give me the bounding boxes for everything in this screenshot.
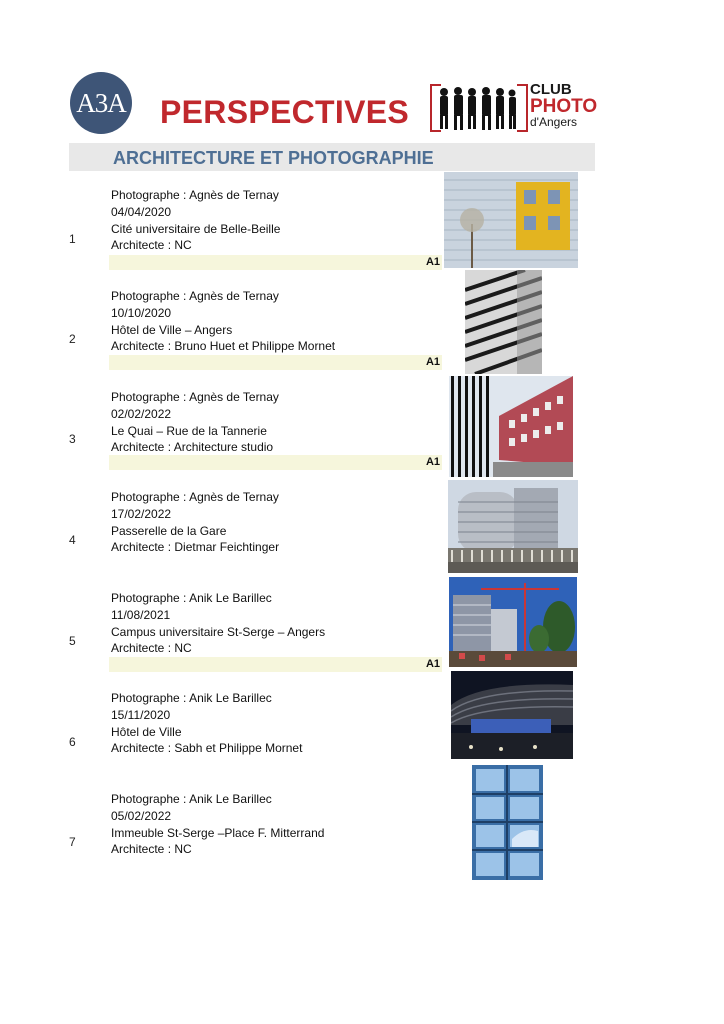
subtitle: ARCHITECTURE ET PHOTOGRAPHIE xyxy=(113,148,434,168)
entry-date: 11/08/2021 xyxy=(111,607,171,622)
club-logo-line3: d'Angers xyxy=(530,115,577,129)
entry-number: 5 xyxy=(69,634,76,648)
photographers-silhouette-icon xyxy=(434,86,520,130)
photo-hotel-de-ville-night xyxy=(451,671,573,759)
entry-details xyxy=(111,288,335,355)
entry-date: 17/02/2022 xyxy=(111,506,172,521)
entry-details xyxy=(111,590,325,657)
entry-number: 1 xyxy=(69,232,76,246)
logo-text: A3A xyxy=(76,87,126,118)
entry-architect: Architecte : Sabh et Philippe Mornet xyxy=(111,741,303,756)
entry-date: 05/02/2022 xyxy=(111,808,172,823)
club-logo-line1: CLUB xyxy=(530,81,572,98)
entry-tag: A1 xyxy=(425,356,440,368)
club-logo-text xyxy=(530,82,597,128)
entry-architect: Architecte : Architecture studio xyxy=(111,440,274,455)
page-title: PERSPECTIVES xyxy=(160,94,410,130)
entry-tag-band xyxy=(109,355,442,370)
entry-photographer: Photographe : Anik Le Barillec xyxy=(111,792,272,806)
entry-photographer: Photographe : Agnès de Ternay xyxy=(111,188,279,202)
entry-details xyxy=(111,690,302,757)
entry-photographer: Photographe : Anik Le Barillec xyxy=(111,591,272,605)
entry-architect: Architecte : NC xyxy=(111,842,192,857)
a3a-logo xyxy=(70,72,132,134)
entry-tag: A1 xyxy=(425,256,440,268)
entry-place: Hôtel de Ville – Angers xyxy=(111,322,233,337)
photo-hotel-de-ville-bw xyxy=(465,270,542,374)
entry-place: Campus universitaire St-Serge – Angers xyxy=(111,624,326,639)
entry-photographer: Photographe : Anik Le Barillec xyxy=(111,691,272,705)
photo-immeuble-st-serge xyxy=(472,765,543,880)
photo-campus-st-serge xyxy=(449,577,577,667)
entry-place: Le Quai – Rue de la Tannerie xyxy=(111,423,267,438)
entry-architect: Architecte : Bruno Huet et Philippe Mornet xyxy=(111,339,336,354)
entry-number: 6 xyxy=(69,735,76,749)
entry-photographer: Photographe : Agnès de Ternay xyxy=(111,490,279,504)
entry-place: Passerelle de la Gare xyxy=(111,523,227,538)
entry-place: Immeuble St-Serge –Place F. Mitterrand xyxy=(111,825,325,840)
entry-architect: Architecte : NC xyxy=(111,238,192,253)
entry-number: 2 xyxy=(69,332,76,346)
entry-photographer: Photographe : Agnès de Ternay xyxy=(111,289,279,303)
photo-le-quai xyxy=(449,376,573,477)
entry-architect: Architecte : Dietmar Feichtinger xyxy=(111,540,280,555)
entry-number: 7 xyxy=(69,835,76,849)
entry-tag-band xyxy=(109,657,442,672)
entry-photographer: Photographe : Agnès de Ternay xyxy=(111,390,279,404)
entry-tag-band xyxy=(109,455,442,470)
photo-passerelle-gare xyxy=(448,480,578,573)
entry-date: 04/04/2020 xyxy=(111,204,172,219)
entry-tag: A1 xyxy=(425,658,440,670)
entry-place: Hôtel de Ville xyxy=(111,724,182,739)
entry-tag-band xyxy=(109,255,442,270)
club-photo-logo xyxy=(430,80,600,132)
entry-number: 4 xyxy=(69,533,76,547)
entry-date: 02/02/2022 xyxy=(111,406,172,421)
entry-date: 10/10/2020 xyxy=(111,305,172,320)
subtitle-bar xyxy=(69,143,595,171)
entry-details xyxy=(111,389,279,456)
entry-details xyxy=(111,187,280,254)
entry-date: 15/11/2020 xyxy=(111,707,171,722)
entry-details xyxy=(111,489,279,556)
photo-belle-beille xyxy=(444,172,578,268)
entry-tag: A1 xyxy=(425,456,440,468)
entry-number: 3 xyxy=(69,432,76,446)
entry-place: Cité universitaire de Belle-Beille xyxy=(111,221,281,236)
club-logo-line2: PHOTO xyxy=(530,96,598,117)
entry-details xyxy=(111,791,324,858)
entry-architect: Architecte : NC xyxy=(111,641,192,656)
